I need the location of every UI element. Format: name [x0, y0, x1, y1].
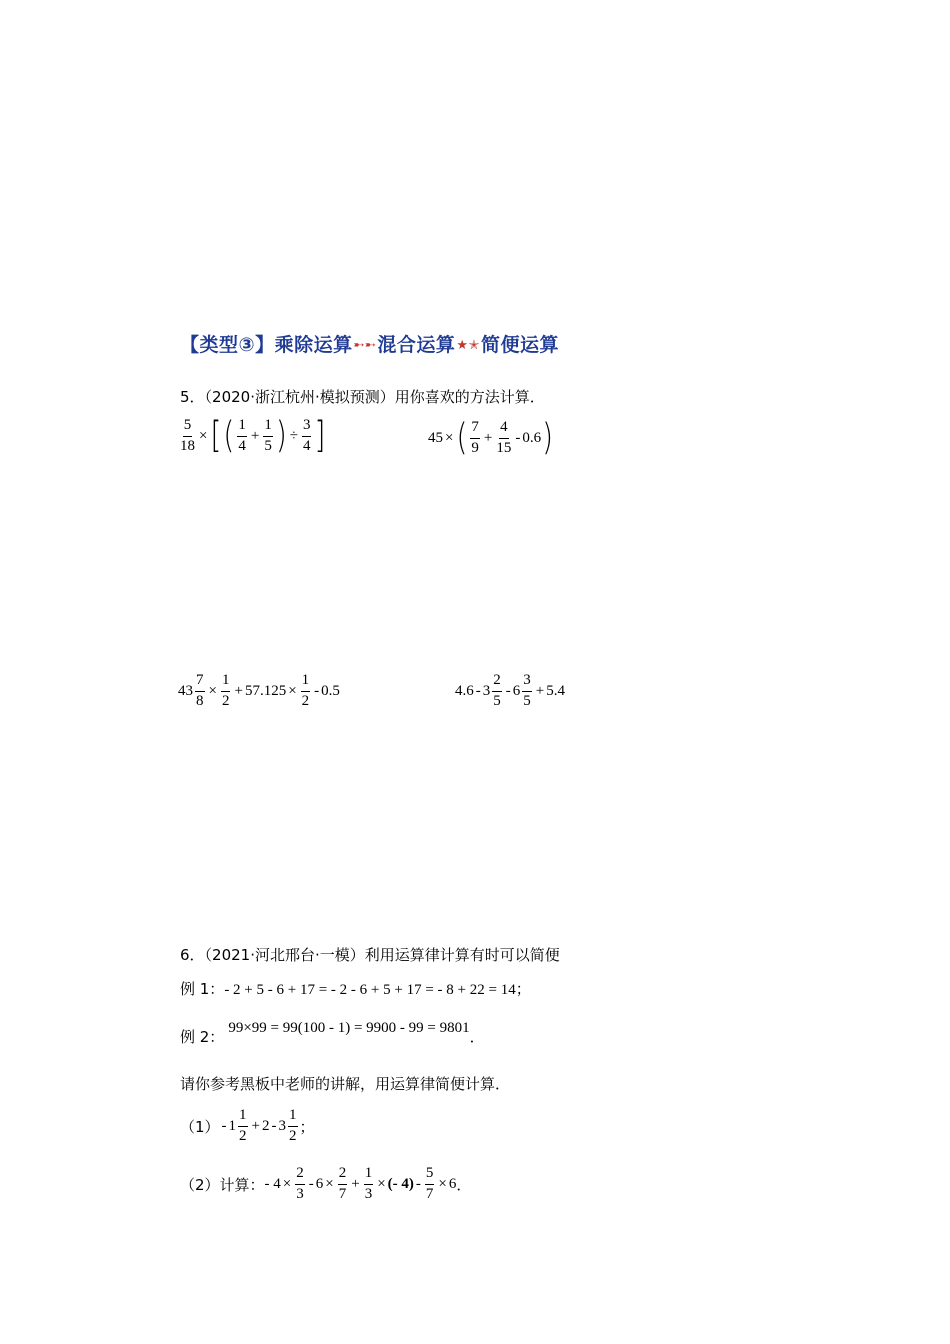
whole-number: 3 [482, 682, 491, 699]
number: 5.4 [546, 682, 565, 699]
times-sign: × [282, 1175, 292, 1192]
fraction: $\frac{1}{2}$ [289, 1107, 297, 1144]
heading-middle: 混合运算 [377, 334, 456, 356]
q5-number: 5． [180, 388, 205, 406]
number: 57.125 [244, 682, 287, 699]
part-2-label: （2）计算： [180, 1175, 265, 1194]
part-1-end: ； [299, 1117, 315, 1136]
fraction: $\frac{1}{2}$ [221, 672, 230, 709]
number: 0.6 [522, 429, 542, 446]
plus-sign: + [250, 427, 260, 444]
part-2-end: ． [456, 1175, 472, 1194]
times-sign: × [199, 427, 208, 444]
star-icon: ★✭ [456, 338, 480, 353]
q5-expression-2 [428, 416, 554, 460]
plus-sign: + [251, 1117, 261, 1134]
times-sign: × [208, 682, 217, 699]
whole-number: 3 [278, 1117, 287, 1134]
fraction: $\frac{4}{15}$ [496, 419, 512, 456]
whole-number: 6 [512, 682, 521, 699]
number: 6 [448, 1175, 457, 1192]
fraction: $\frac{5}{7}$ [425, 1165, 434, 1202]
fraction: $\frac{2}{3}$ [296, 1165, 304, 1202]
q6-number: 6． [180, 946, 205, 964]
left-bracket: [ [210, 414, 222, 458]
times-sign: × [288, 682, 297, 699]
arrow-icon: ➸➸ [353, 338, 377, 353]
minus-sign: - [515, 429, 521, 446]
plus-sign: + [351, 1175, 360, 1192]
minus-sign: - [314, 682, 320, 699]
example-1 [180, 978, 531, 999]
minus-sign: - [271, 1117, 277, 1134]
fraction: $\frac{1}{2}$ [301, 672, 310, 709]
heading-suffix: 简便运算 [480, 334, 559, 356]
example-2-end: ． [469, 1028, 485, 1046]
fraction: $\frac{1}{4}$ [238, 417, 246, 454]
q5-source: （2020·浙江杭州·模拟预测）用你喜欢的方法计算． [204, 388, 545, 406]
fraction: $\frac{5}{18}$ [180, 417, 195, 454]
whole-number: 1 [228, 1117, 237, 1134]
plus-sign: + [535, 682, 545, 699]
right-paren: ) [275, 414, 287, 458]
example-2-expression: 99×99 = 99(100 - 1) = 9900 - 99 = 9801 [228, 1020, 470, 1036]
left-paren: ( [456, 416, 468, 460]
minus-sign: - [505, 682, 511, 699]
example-2-label: 例 2： [180, 1028, 225, 1046]
right-paren: ) [542, 416, 554, 460]
number: 4.6 [455, 682, 474, 699]
number: 6 [315, 1175, 324, 1192]
example-1-expression: - 2 + 5 - 6 + 17 = - 2 - 6 + 5 + 17 = - 8 + 22 = 14 [224, 982, 516, 998]
fraction: $\frac{2}{7}$ [338, 1165, 347, 1202]
example-1-end: ； [515, 980, 531, 998]
number: 2 [262, 1117, 270, 1134]
divide-sign: ÷ [289, 427, 298, 444]
q6-source: （2021·河北邢台·一模）利用运算律计算有时可以简便 [204, 946, 560, 964]
right-bracket: ] [314, 414, 326, 458]
minus-sign: - [221, 1117, 227, 1134]
example-2 [180, 1016, 485, 1046]
plus-sign: + [483, 429, 493, 446]
fraction: $\frac{1}{5}$ [264, 417, 272, 454]
heading-prefix: 【类型③】乘除运算 [180, 334, 353, 356]
fraction: $\frac{1}{3}$ [364, 1165, 373, 1202]
example-1-label: 例 1： [180, 980, 225, 998]
section-heading [180, 330, 559, 357]
minus-sign: - [308, 1175, 314, 1192]
number: - 4 [264, 1175, 281, 1192]
whole-number: 43 [178, 682, 193, 699]
fraction: $\frac{7}{8}$ [196, 672, 204, 709]
number: 0.5 [321, 682, 340, 699]
q6-part-1 [180, 1108, 315, 1145]
times-sign: × [325, 1175, 334, 1192]
left-paren: ( [223, 414, 235, 458]
q6-line [180, 944, 560, 965]
fraction: $\frac{1}{2}$ [239, 1107, 247, 1144]
fraction: $\frac{2}{5}$ [493, 672, 501, 709]
q5-expression-1 [178, 414, 326, 458]
part-1-label: （1） [180, 1117, 220, 1136]
number: 45 [428, 429, 443, 446]
minus-sign: - [475, 682, 481, 699]
minus-sign: - [415, 1175, 421, 1192]
q5-expression-4 [455, 673, 565, 710]
plus-sign: + [234, 682, 243, 699]
q5-expression-3 [178, 673, 340, 710]
parenthesized-number: (- 4) [387, 1175, 414, 1192]
q6-part-2 [180, 1166, 471, 1203]
times-sign: × [445, 429, 454, 446]
instruction: 请你参考黑板中老师的讲解，用运算律简便计算． [180, 1075, 511, 1093]
times-sign: × [438, 1175, 447, 1192]
fraction: $\frac{7}{9}$ [471, 419, 479, 456]
q5-line [180, 386, 545, 407]
times-sign: × [377, 1175, 386, 1192]
fraction: $\frac{3}{5}$ [523, 672, 531, 709]
fraction: $\frac{3}{4}$ [302, 417, 311, 454]
